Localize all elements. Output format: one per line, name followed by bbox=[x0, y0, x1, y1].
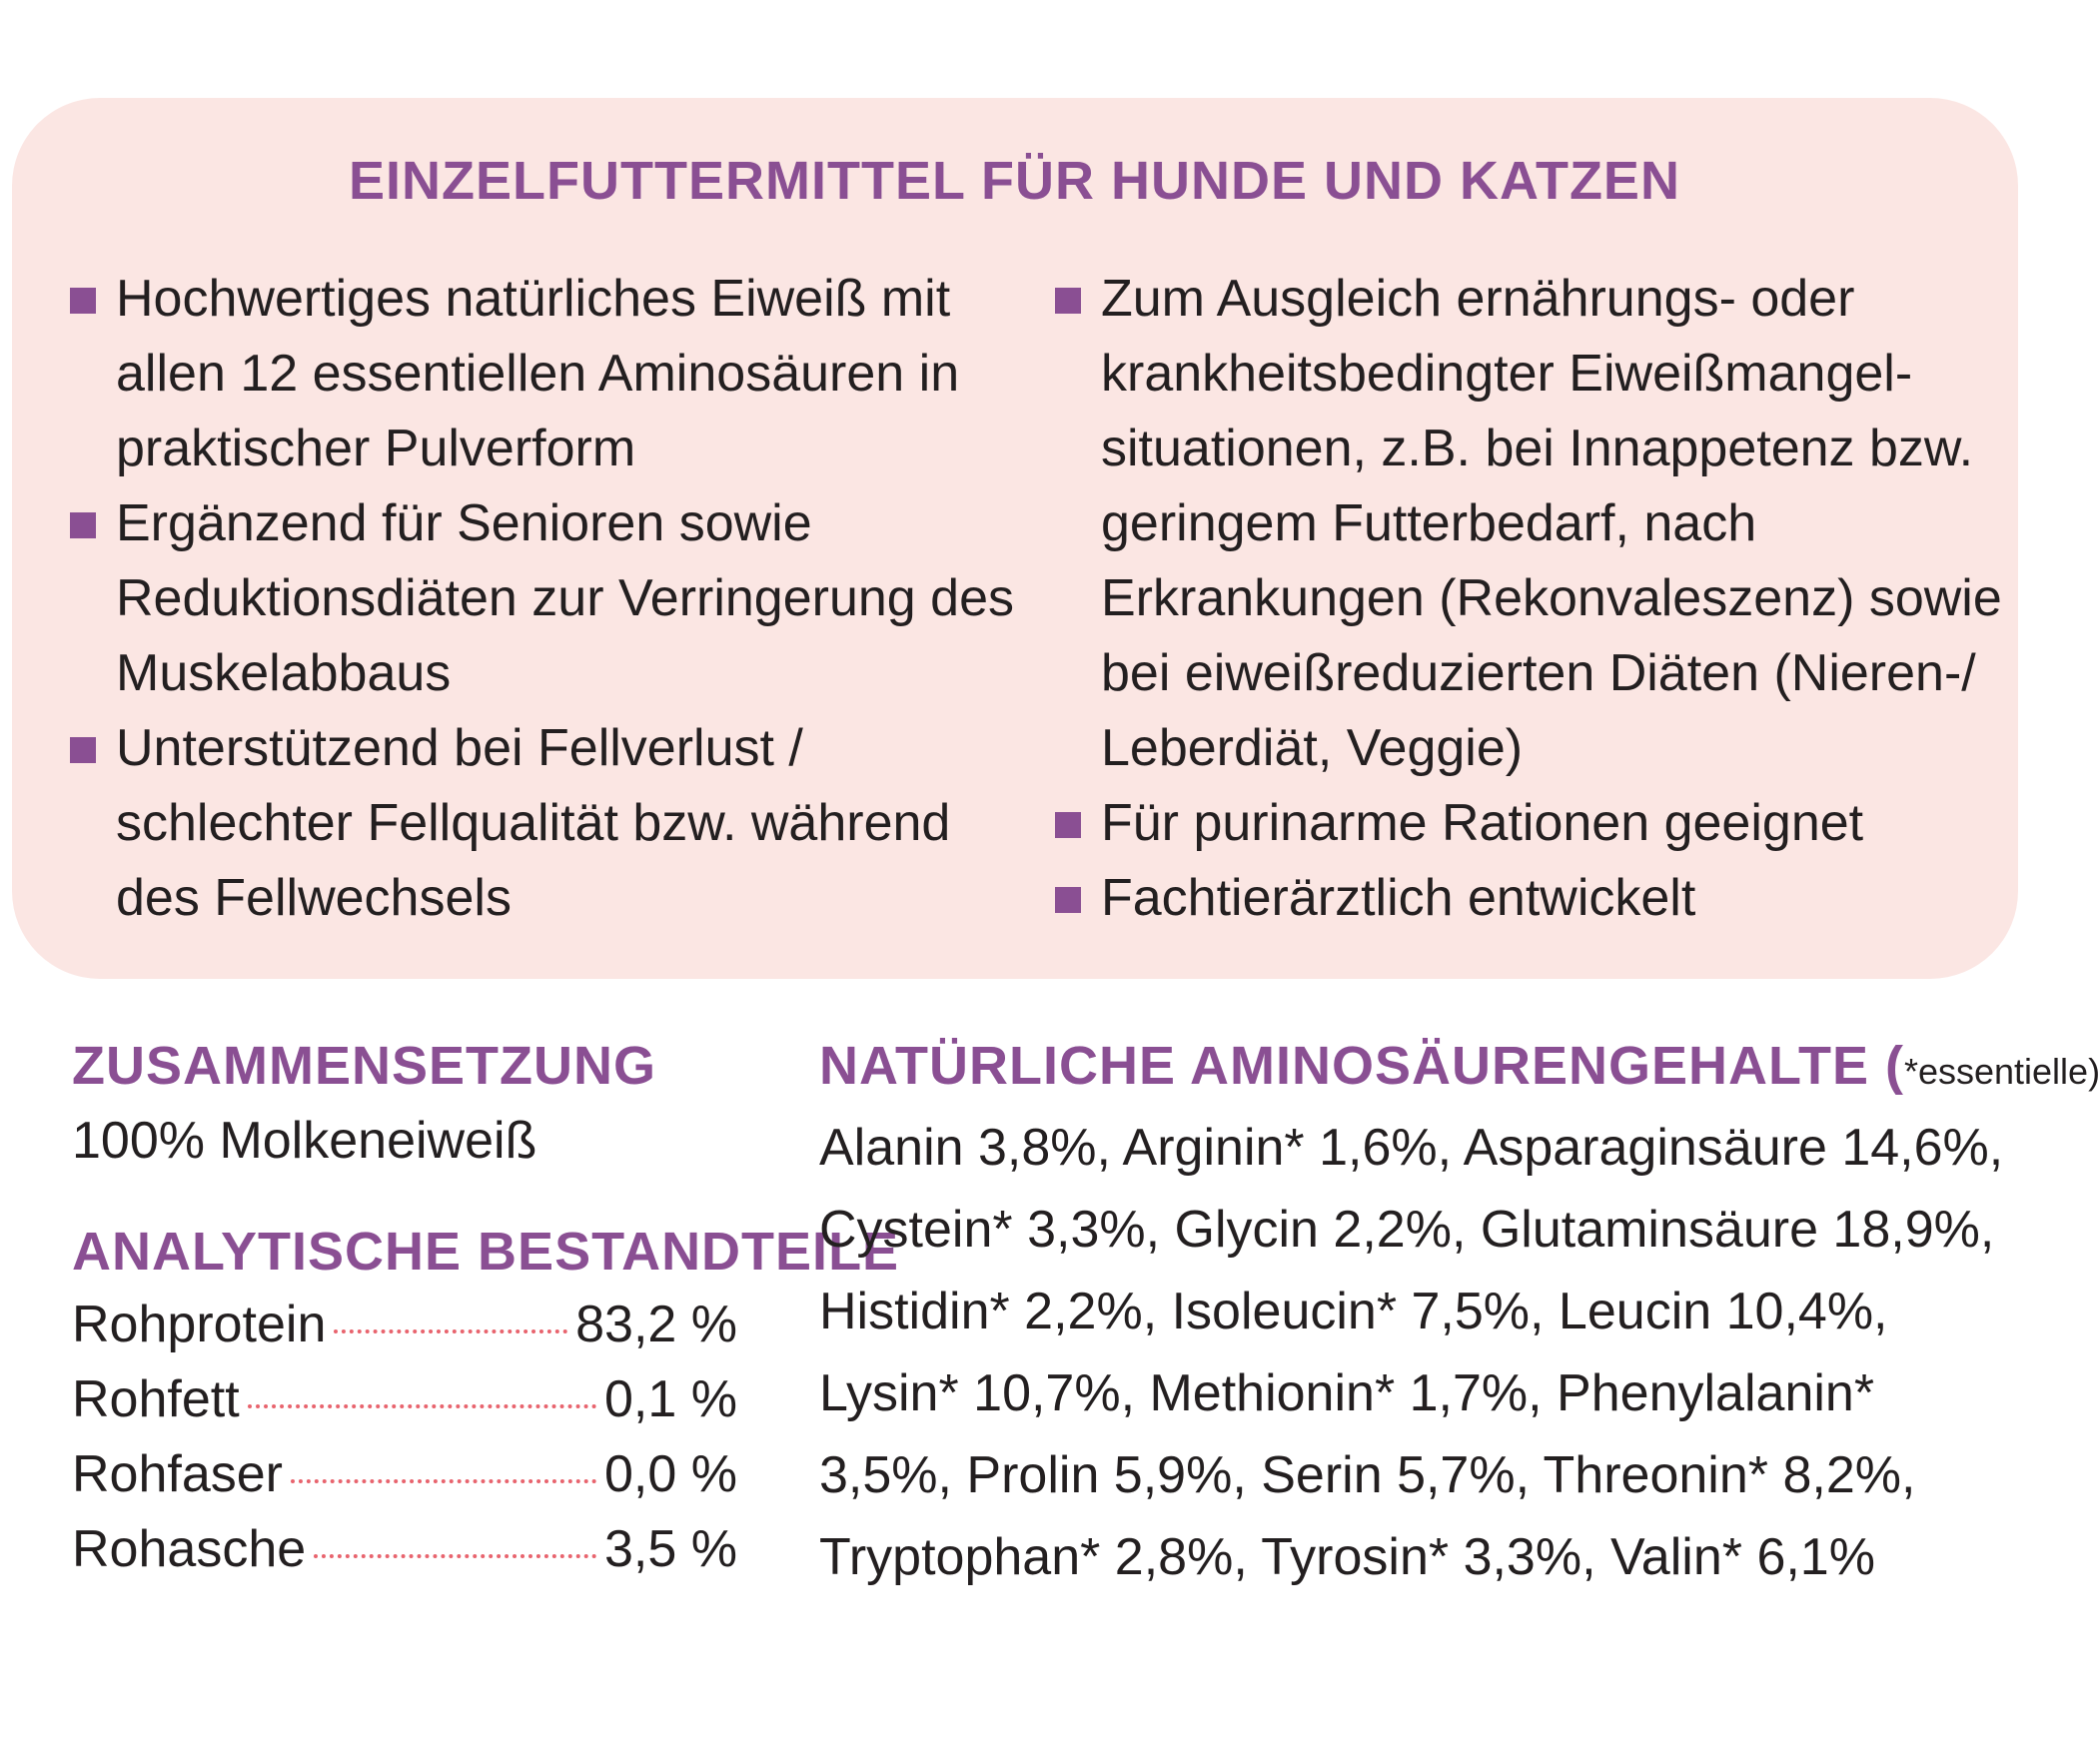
dot-leader bbox=[314, 1554, 596, 1558]
list-item-text: Für purinarme Rationen geeignet bbox=[1101, 794, 1864, 852]
analysis-row bbox=[72, 1295, 737, 1369]
amino-note: *essentielle) bbox=[1903, 1051, 2100, 1092]
list-item bbox=[1055, 861, 2004, 936]
analysis-value: 3,5 % bbox=[604, 1520, 737, 1578]
list-item bbox=[70, 262, 1019, 486]
amino-title bbox=[819, 1035, 2100, 1097]
list-item-text: Ergänzend für Senioren sowie Reduktionsdiäten zur Verringerung des Muskelabbaus bbox=[116, 494, 1015, 702]
panel-title: EINZELFUTTERMITTEL FÜR HUNDE UND KATZEN bbox=[349, 151, 1680, 211]
analysis-value: 83,2 % bbox=[575, 1296, 737, 1353]
square-bullet-icon bbox=[1055, 887, 1081, 913]
analysis-row bbox=[72, 1444, 737, 1519]
list-item-text: Fachtierärztlich entwickelt bbox=[1101, 869, 1696, 927]
list-item-text: Hochwertiges natürliches Eiweiß mit allen 12 essentiellen Aminosäuren in praktischer Pulverform bbox=[116, 270, 960, 477]
dot-leader bbox=[291, 1479, 596, 1483]
list-item bbox=[70, 486, 1019, 711]
feature-list-right bbox=[1055, 262, 2004, 936]
analysis-label: Rohfett bbox=[72, 1370, 240, 1428]
amino-text: Alanin 3,8%, Arginin* 1,6%, Asparaginsäure 14,6%, Cystein* 3,3%, Glycin 2,2%, Glutaminsäure 18,9%, Histidin* 2,2%, Isoleucin* 7,5%, Leucin 10,4%, Lysin* 10,7%, Methionin* 1,7%, Phenylalanin* 3,5%, Prolin 5,9%, Serin 5,7%, Threonin* 8,2%, Tryptophan* 2,8%, Tyrosin* 3,3%, Valin* 6,1% bbox=[819, 1119, 2004, 1586]
analysis-title: ANALYTISCHE BESTANDTEILE bbox=[72, 1222, 900, 1282]
feature-list-left bbox=[70, 262, 1019, 936]
square-bullet-icon bbox=[1055, 812, 1081, 838]
analysis-row bbox=[72, 1369, 737, 1444]
amino-title-text: NATÜRLICHE AMINOSÄURENGEHALTE ( bbox=[819, 1036, 1904, 1096]
analysis-value: 0,1 % bbox=[604, 1370, 737, 1428]
square-bullet-icon bbox=[70, 512, 96, 538]
analysis-label: Rohprotein bbox=[72, 1296, 327, 1353]
dot-leader bbox=[248, 1404, 596, 1408]
analysis-value: 0,0 % bbox=[604, 1445, 737, 1503]
list-item bbox=[1055, 786, 2004, 861]
list-item bbox=[70, 711, 1019, 936]
composition-text: 100% Molkeneiweiß bbox=[72, 1112, 537, 1170]
analysis-label: Rohfaser bbox=[72, 1445, 283, 1503]
square-bullet-icon bbox=[1055, 288, 1081, 314]
list-item-text: Zum Ausgleich ernährungs- oder krankheitsbedingter Eiweißmangel- situationen, z.B. bei Innappetenz bzw. geringem Futterbedarf, nach Erkrankungen (Rekonvaleszenz) sowie bei eiweißreduzierten Diäten (Nieren-/ Leberdiät, Veggie) bbox=[1101, 270, 2002, 777]
composition-title: ZUSAMMENSETZUNG bbox=[72, 1036, 656, 1096]
analysis-row bbox=[72, 1519, 737, 1594]
square-bullet-icon bbox=[70, 737, 96, 763]
analysis-label: Rohasche bbox=[72, 1520, 307, 1578]
list-item-text: Unterstützend bei Fellverlust / schlechter Fellqualität bzw. während des Fellwechsels bbox=[116, 719, 951, 927]
square-bullet-icon bbox=[70, 288, 96, 314]
dot-leader bbox=[334, 1329, 567, 1333]
analysis-table bbox=[72, 1295, 737, 1594]
list-item bbox=[1055, 262, 2004, 786]
